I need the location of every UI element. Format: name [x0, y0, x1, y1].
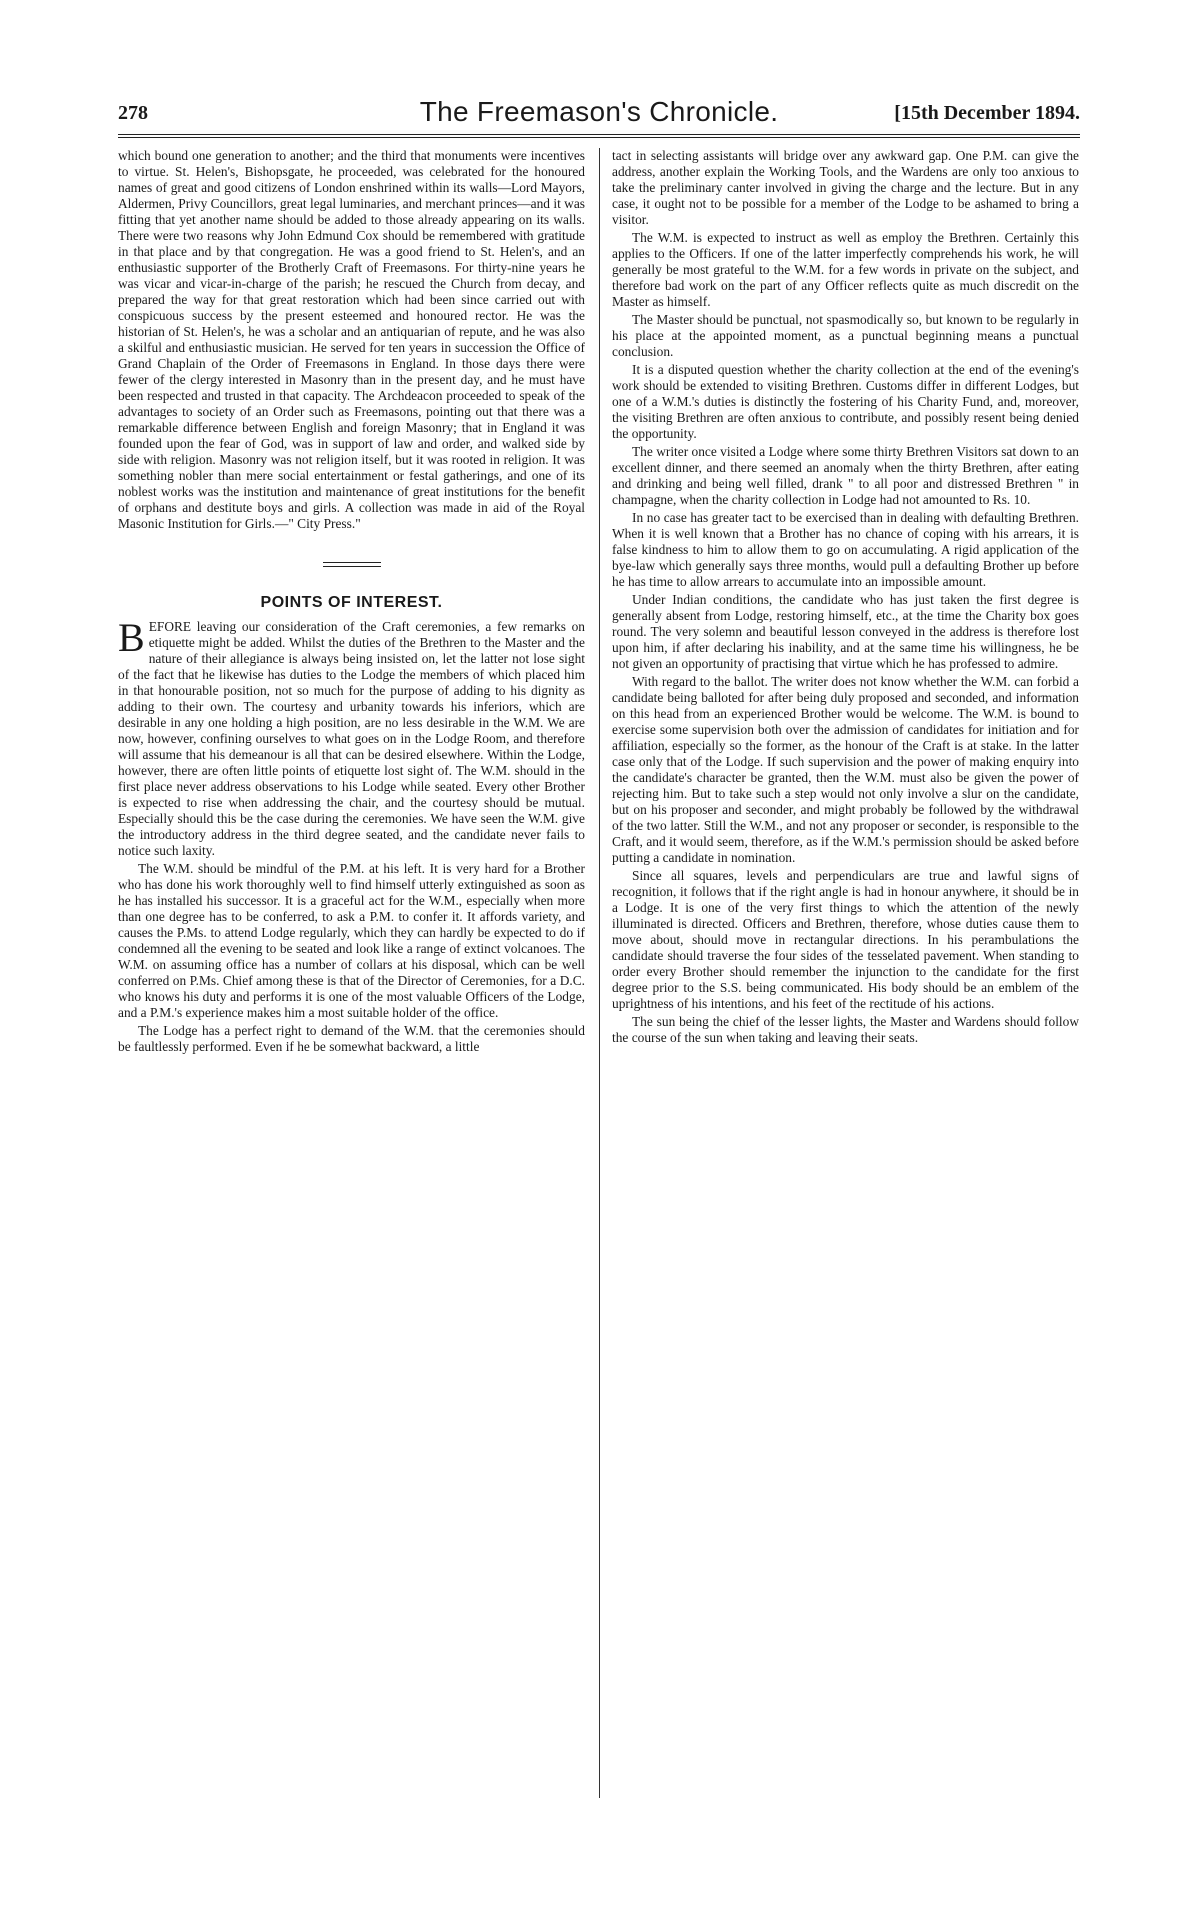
article-paragraph-text: EFORE leaving our consideration of the Craft ceremonies, a few remarks on etiquette might be added. Whilst the duties of the Brethren to the Master and the nature of their allegiance is always being insisted on, let the latter not lose sight of the fact that he likewise has duties to the Lodge the members of which placed him in that honourable position, not so much for the purpose of adding to his dignity as adding to their own. The courtesy and urbanity towards his inferiors, which are desirable in any one holding a high position, are no less desirable in the W.M. We are now, however, confining ourselves to what goes on in the Lodge Room, and therefore will assume that his demeanour is all that can be desired elsewhere. Within the Lodge, however, there are often little points of etiquette lost sight of. The W.M. should in the first place never address observations to his Lodge while seated. Every other Brother is expected to rise when addressing the chair, and the courtesy should be mutual. Especially should this be the case during the ceremonies. We have seen the W.M. give the introductory address in the third degree seated, and the candidate never fails to notice such laxity. [118, 619, 585, 858]
publication-title: The Freemason's Chronicle. [419, 96, 779, 127]
article-paragraph: Since all squares, levels and perpendiculars are true and lawful signs of recognition, it follows that if the right angle is had in honour anywhere, it should be in a Lodge. It is one of the very first things to which the attention of the newly illuminated is directed. Officers and Brethren, therefore, whose duties cause them to move about, should move in rectangular directions. In his perambulations the candidate should traverse the four sides of the tesselated pavement. When standing to order every Brother should remember the injunction to the candidate for the first degree prior to the S.S. being communicated. His body should be an emblem of the uprightness of his intentions, and his feet of the rectitude of his actions. [612, 868, 1079, 1011]
section-separator [323, 562, 381, 567]
article-paragraph: The Master should be punctual, not spasmodically so, but known to be regularly in his place at the appointed moment, as a punctual beginning means a punctual conclusion. [612, 312, 1079, 359]
article-paragraph: The sun being the chief of the lesser lights, the Master and Wardens should follow the course of the sun when taking and leaving their seats. [612, 1014, 1079, 1045]
article-paragraph: In no case has greater tact to be exercised than in dealing with defaulting Brethren. When it is well known that a Brother has no chance of coping with his arrears, it is false kindness to him to allow them to go on accumulating. A rigid application of the bye-law which generally says three months, would pull a defaulting Brother up before he has time to allow arrears to accumulate into an impossible amount. [612, 510, 1079, 589]
right-column [612, 148, 1079, 1048]
issue-date: [15th December 1894. [894, 102, 1080, 124]
header-rule [118, 134, 1080, 138]
article-paragraph: The writer once visited a Lodge where some thirty Brethren Visitors sat down to an excellent dinner, and there seemed an anomaly when the thirty Brethren, after eating and drinking and being well filled, drank " to all poor and distressed Brethren " in champagne, when the charity collection in Lodge had not amounted to Rs. 10. [612, 444, 1079, 507]
article-paragraph: The W.M. is expected to instruct as well as employ the Brethren. Certainly this applies to the Officers. If one of the latter imperfectly comprehends his work, he will generally be most grateful to the W.M. for a few words in private on the subject, and therefore bad work on the part of any Officer reflects quite as much discredit on the Master as himself. [612, 230, 1079, 309]
article-heading: POINTS OF INTEREST. [260, 594, 443, 611]
left-column [118, 148, 585, 1057]
article-paragraph: tact in selecting assistants will bridge over any awkward gap. One P.M. can give the address, another explain the Working Tools, and the Wardens are only too anxious to take the preliminary canter involved in giving the charge and the lecture. But in any case, it ought not to be possible for a member of the Lodge to be ashamed to bring a visitor. [612, 148, 1079, 227]
article-paragraph [118, 615, 585, 859]
article-paragraph: The Lodge has a perfect right to demand of the W.M. that the ceremonies should be faultlessly performed. Even if he be somewhat backward, a little [118, 1023, 585, 1054]
continued-paragraph: which bound one generation to another; and the third that monuments were incentives to virtue. St. Helen's, Bishopsgate, he proceeded, was celebrated for the honoured names of great and good citizens of London enshrined within its walls—Lord Mayors, Aldermen, Privy Councillors, great legal luminaries, and merchant princes—and it was fitting that yet another name should be added to those already appearing on its walls. There were two reasons why John Edmund Cox should be remembered with gratitude in that place and by that congregation. He was a good friend to St. Helen's, and an enthusiastic supporter of the Brotherly Craft of Freemasons. For thirty-nine years he was vicar and vicar-in-charge of the parish; he rescued the Church from decay, and prepared the way for that great restoration which had been since carried out with conspicuous success by the present esteemed and honoured rector. He was the historian of St. Helen's, he was a scholar and an antiquarian of repute, and he was also a skilful and enthusiastic musician. He served for ten years in succession the Office of Grand Chaplain of the Order of Freemasons in England. In those days there were fewer of the clergy interested in Masonry than in the present day, and he must have been respected and trusted in that capacity. The Archdeacon proceeded to speak of the advantages to society of an Order such as Freemasons, pointing out that there was a remarkable difference between English and foreign Masonry; that in England it was founded upon the fear of God, was in support of law and order, and walked side by side with religion. Masonry was not religion itself, but it was rooted in religion. It was something nobler than mere social entertainment or festal gatherings, and one of its noblest works was the institution and maintenance of great institutions for the benefit of orphans and destitute boys and girls. A collection was made in aid of the Royal Masonic Institution for Girls.—" City Press." [118, 148, 585, 531]
article-paragraph: Under Indian conditions, the candidate who has just taken the first degree is generally absent from Lodge, restoring himself, etc., at the time the Charity box goes round. The very solemn and beautiful lesson conveyed in the address is therefore lost upon him, if after declaring his inability, and at the same time his willingness, he be not given an opportunity of practising that virtue which he has professed to admire. [612, 592, 1079, 671]
column-divider [599, 148, 600, 1798]
drop-cap: B [118, 615, 145, 660]
article-paragraph: It is a disputed question whether the charity collection at the end of the evening's work should be extended to visiting Brethren. Customs differ in different Lodges, but one of a W.M.'s duties is distinctly the fostering of his Charity Fund, and, moreover, the visiting Brethren are often anxious to contribute, and possibly resent being denied the opportunity. [612, 362, 1079, 441]
page-header [118, 96, 1080, 132]
article-paragraph: With regard to the ballot. The writer does not know whether the W.M. can forbid a candidate being balloted for after being duly proposed and seconded, and information on this head from an experienced Brother would be welcome. The W.M. is bound to exercise some supervision both over the admission of candidates for initiation and for affiliation, especially so the former, as the honour of the Craft is at stake. In the latter case only that of the Lodge. If such supervision and the power of making enquiry into the candidate's character be granted, then the W.M. must also be given the power of rejecting him. But to take such a step would not only involve a slur on the candidate, but on his proposer and seconder, and might probably be followed by the withdrawal of the two latter. Still the W.M., and not any proposer or seconder, is responsible to the Craft, and it would seem, therefore, as if the W.M.'s permission should be asked before putting a candidate in nomination. [612, 674, 1079, 865]
page-number: 278 [118, 102, 148, 124]
article-paragraph: The W.M. should be mindful of the P.M. at his left. It is very hard for a Brother who has done his work thoroughly well to find himself utterly extinguished as soon as he has installed his successor. It is a graceful act for the W.M., especially when more than one degree has to be conferred, to ask a P.M. to confer it. It affords variety, and causes the P.Ms. to attend Lodge regularly, which they can hardly be expected to do if condemned all the evening to be seated and look like a range of extinct volcanoes. The W.M. on assuming office has a number of collars at his disposal, which can be well conferred on P.Ms. Chief among these is that of the Director of Ceremonies, for a D.C. who knows his duty and performs it is one of the most valuable Officers of the Lodge, and a P.M.'s experience makes him a most suitable holder of the office. [118, 861, 585, 1020]
